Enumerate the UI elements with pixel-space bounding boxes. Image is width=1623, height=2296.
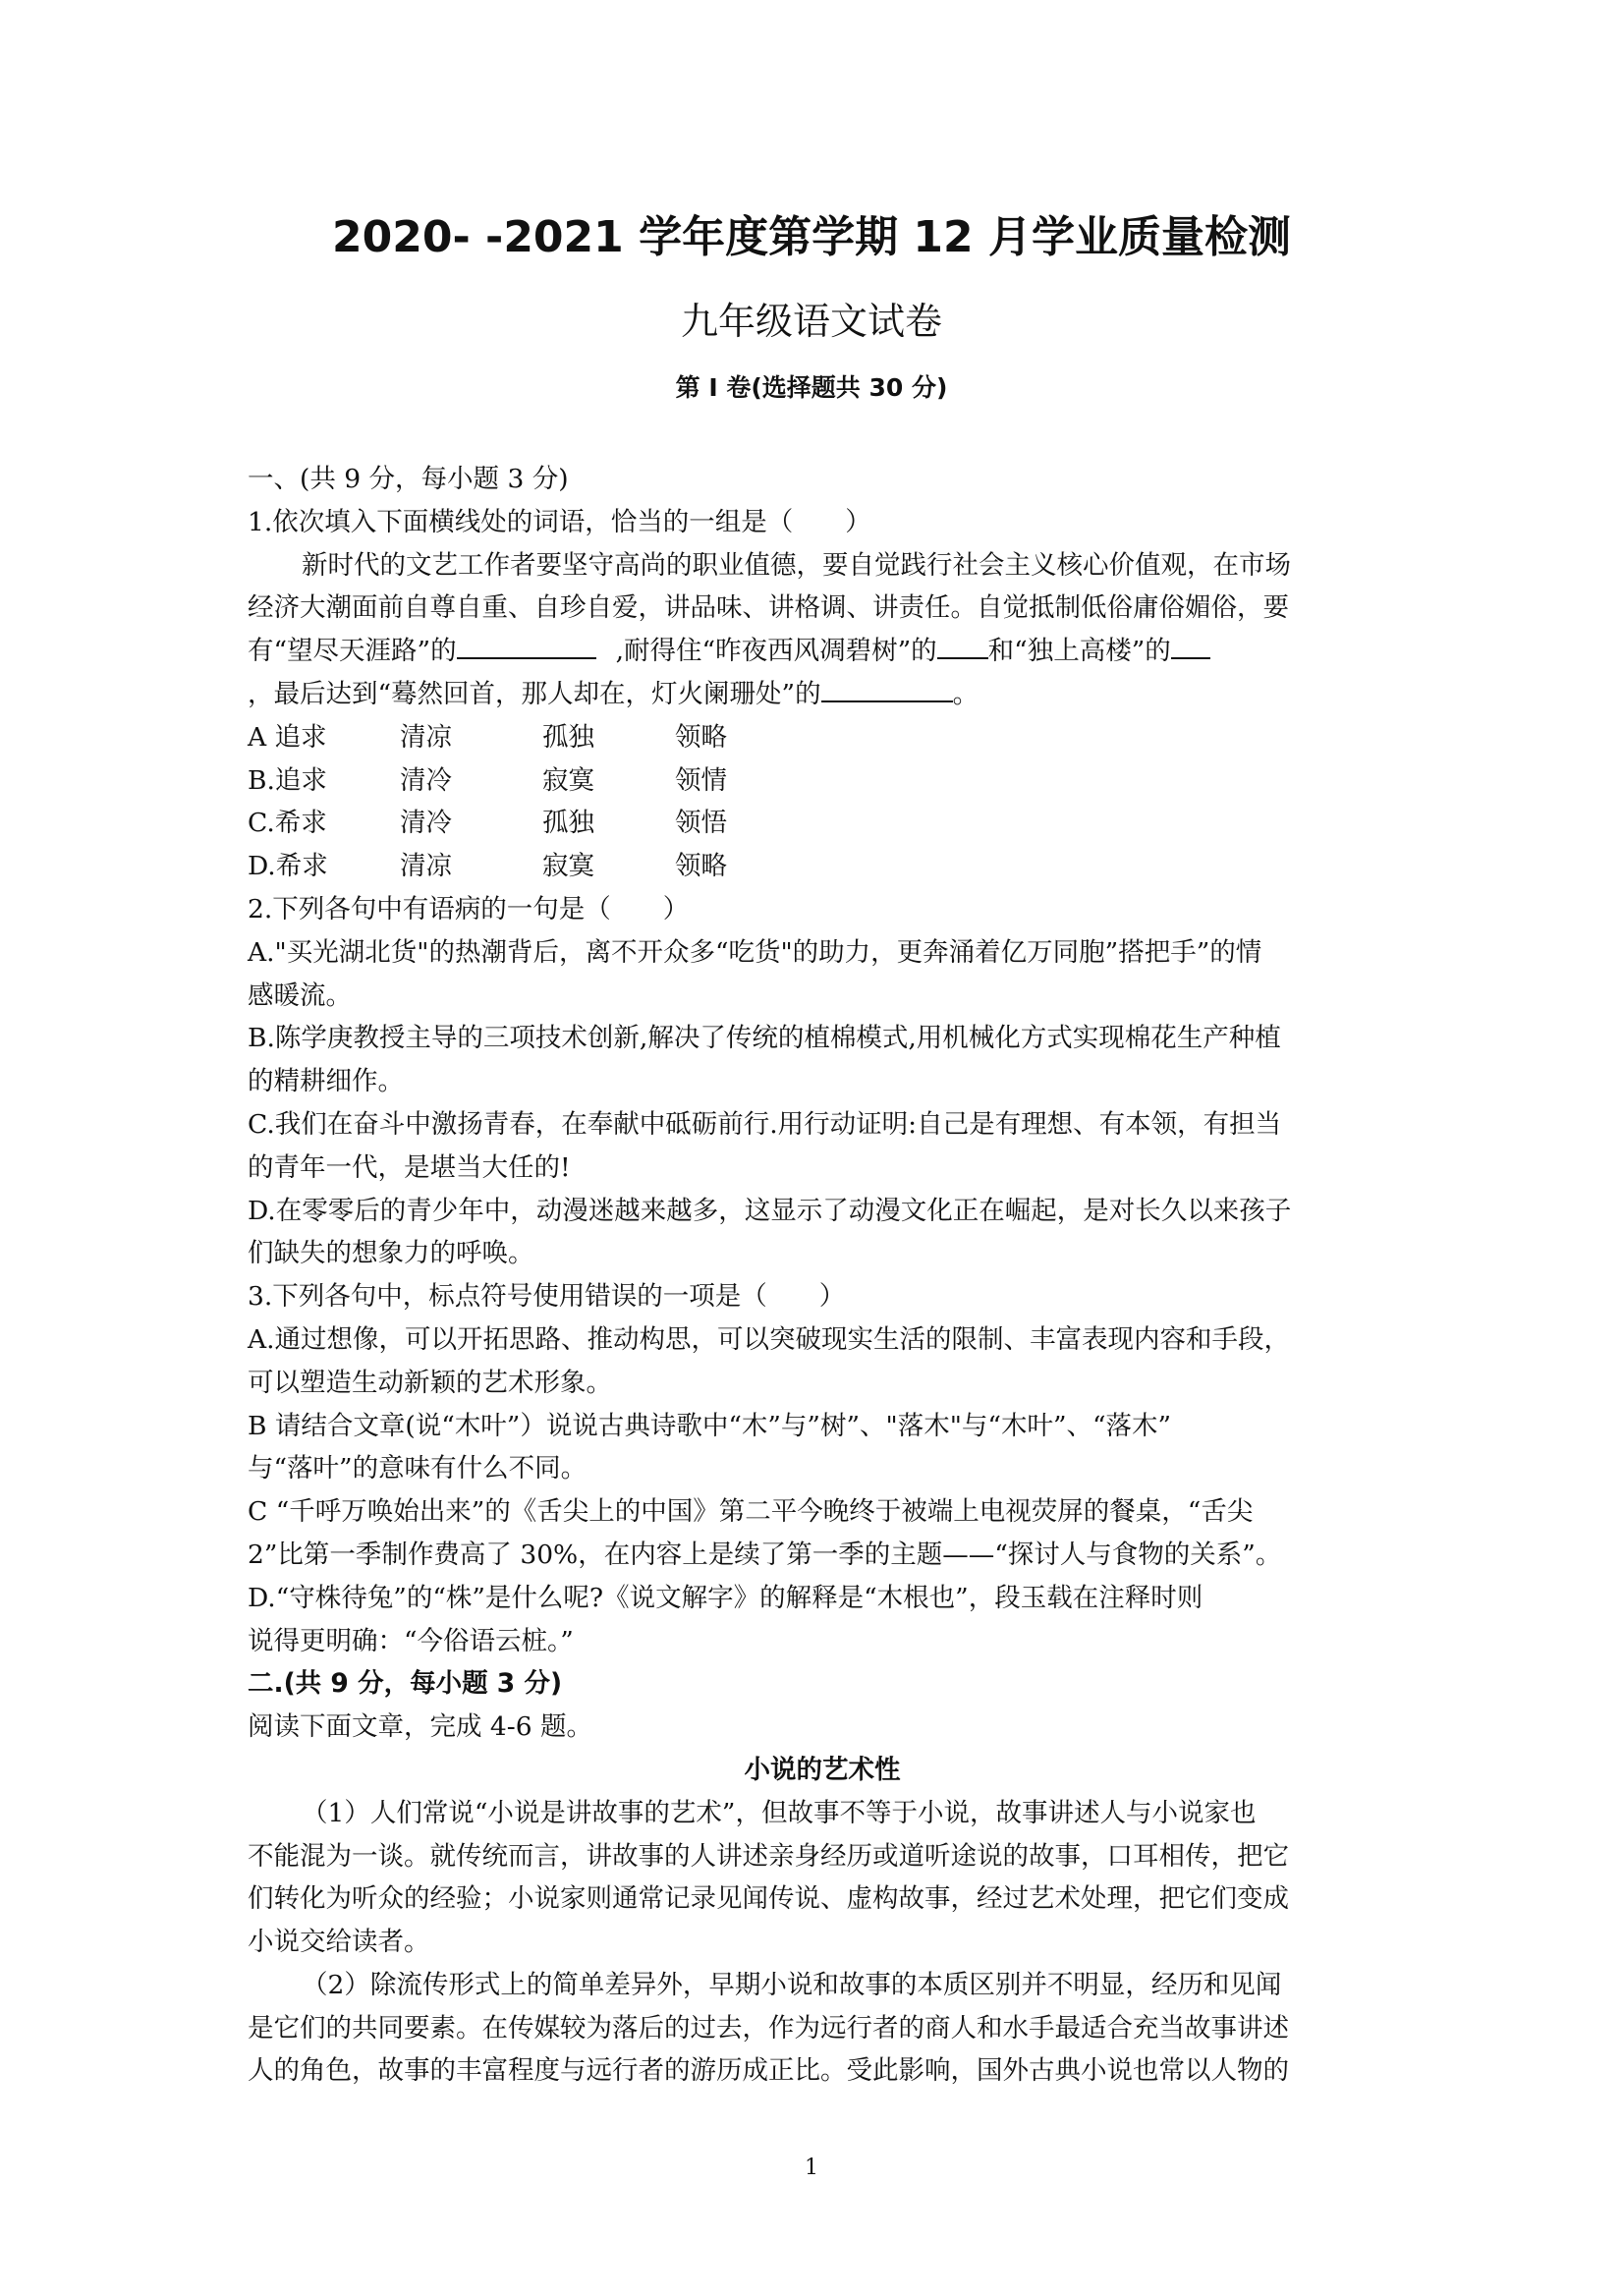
option-word: 孤独 — [542, 721, 594, 753]
option-word: 清凉 — [400, 851, 452, 882]
option-label: D.希求 — [248, 851, 328, 882]
exam-subtitle: 九年级语文试卷 — [680, 300, 942, 343]
section2-heading: 二.(共 9 分，每小题 3 分) — [248, 1668, 563, 1700]
answer-blank — [457, 632, 596, 659]
q3-option-d-cont: 说得更明确：“今俗语云桩。” — [248, 1625, 574, 1656]
option-word: 领悟 — [675, 808, 727, 839]
option-word: 清凉 — [400, 721, 452, 753]
answer-blank — [821, 675, 953, 702]
q2-option-c: C.我们在奋斗中激扬青春，在奉献中砥砺前行.用行动证明:自己是有理想、有本领，有担当 — [248, 1108, 1282, 1140]
option-word: 清冷 — [400, 764, 452, 796]
section1-heading: 一、(共 9 分，每小题 3 分) — [248, 464, 569, 494]
q1-passage-line — [248, 630, 1397, 673]
article-paragraph-line: 们转化为听众的经验；小说家则通常记录见闻传说、虚构故事，经过艺术处理，把它们变成 — [248, 1883, 1289, 1915]
q3-option-d: D.“守株待兔”的“株”是什么呢?《说文解字》的解释是“木根也”，段玉载在注释时则 — [248, 1582, 1203, 1613]
article-paragraph-line: （1）人们常说“小说是讲故事的艺术”，但故事不等于小说，故事讲述人与小说家也 — [302, 1797, 1257, 1828]
option-word: 孤独 — [542, 808, 594, 839]
article-paragraph-line: 小说交给读者。 — [248, 1927, 430, 1958]
passage-text: ，最后达到“蓦然回首，那人却在，灯火阑珊处”的 — [248, 678, 821, 709]
exam-body — [248, 458, 1397, 2093]
option-word: 领略 — [675, 851, 727, 882]
q2-option-c-cont: 的青年一代，是堪当大任的! — [248, 1151, 571, 1183]
q3-option-c: C “千呼万唤始出来”的《舌尖上的中国》第二平今晚终于被端上电视荧屏的餐桌，“舌尖 — [248, 1496, 1254, 1528]
q2-stem: 2.下列各句中有语病的一句是（ ） — [248, 893, 690, 924]
q1-option-a — [248, 716, 1397, 759]
q1-passage-line: 经济大潮面前自尊自重、自珍自爱，讲品味、讲格调、讲责任。自觉抵制低俗庸俗媚俗，要 — [248, 592, 1289, 624]
passage-text: 和“独上高楼”的 — [987, 636, 1171, 667]
option-word: 清冷 — [400, 808, 452, 839]
q1-passage-line — [248, 673, 1397, 716]
q3-option-b: B 请结合文章(说“木叶”）说说古典诗歌中“木”与”树”、"落木"与“木叶”、“落木” — [248, 1410, 1172, 1441]
q1-option-c — [248, 802, 1397, 845]
exam-title: 2020- -2021 学年度第学期 12 月学业质量检测 — [332, 212, 1291, 262]
q3-stem: 3.下列各句中，标点符号使用错误的一项是（ ） — [248, 1281, 846, 1313]
q3-option-a: A.通过想像，可以开拓思路、推动构思，可以突破现实生活的限制、丰富表现内容和手段， — [248, 1323, 1291, 1355]
article-paragraph-line: 不能混为一谈。就传统而言，讲故事的人讲述亲身经历或道听途说的故事，口耳相传，把它 — [248, 1840, 1289, 1872]
q2-option-d: D.在零零后的青少年中，动漫迷越来越多，这显示了动漫文化正在崛起，是对长久以来孩子 — [248, 1195, 1292, 1226]
option-word: 寂寞 — [542, 851, 594, 882]
q2-option-b-cont: 的精耕细作。 — [248, 1066, 404, 1097]
passage-text: ,耐得住“昨夜西风凋碧树”的 — [615, 636, 937, 667]
q2-option-b: B.陈学庚教授主导的三项技术创新,解决了传统的植棉模式,用机械化方式实现棉花生产种植 — [248, 1023, 1281, 1054]
q3-option-b-cont: 与“落叶”的意味有什么不同。 — [248, 1453, 588, 1484]
q2-option-d-cont: 们缺失的想象力的呼唤。 — [248, 1238, 534, 1269]
option-word: 寂寞 — [542, 764, 594, 796]
article-paragraph-line: 是它们的共同要素。在传媒较为落后的过去，作为远行者的商人和水手最适合充当故事讲述 — [248, 2012, 1289, 2044]
q3-option-c-cont: 2”比第一季制作费高了 30%，在内容上是续了第一季的主题——“探讨人与食物的关系”。 — [248, 1539, 1282, 1570]
q1-passage-line: 新时代的文艺工作者要坚守高尚的职业值德，要自觉践行社会主义核心价值观，在市场 — [302, 549, 1291, 581]
article-paragraph-line: （2）除流传形式上的简单差异外，早期小说和故事的本质区别并不明显，经历和见闻 — [302, 1969, 1282, 2000]
q1-option-b — [248, 759, 1397, 803]
q1-option-d — [248, 845, 1397, 888]
passage-text: 有“望尽天涯路”的 — [248, 636, 457, 667]
q3-option-a-cont: 可以塑造生动新颖的艺术形象。 — [248, 1367, 612, 1398]
answer-blank — [1171, 632, 1210, 659]
article-paragraph-line: 人的角色，故事的丰富程度与远行者的游历成正比。受此影响，国外古典小说也常以人物的 — [248, 2055, 1289, 2087]
option-word: 领情 — [675, 764, 727, 796]
option-label: B.追求 — [248, 764, 327, 796]
option-label: A 追求 — [248, 721, 327, 753]
q2-option-a-cont: 感暖流。 — [248, 980, 352, 1011]
option-label: C.希求 — [248, 808, 327, 839]
passage-text: 。 — [952, 678, 979, 709]
section2-intro: 阅读下面文章，完成 4-6 题。 — [248, 1711, 593, 1743]
option-word: 领略 — [675, 721, 727, 753]
q1-stem: 1.依次填入下面横线处的词语，恰当的一组是（ ） — [248, 506, 871, 537]
q2-option-a: A."买光湖北货"的热潮背后，离不开众多“吃货"的助力，更奔涌着亿万同胞”搭把手”的情 — [248, 936, 1262, 968]
article-title: 小说的艺术性 — [744, 1754, 901, 1785]
volume-heading: 第 I 卷(选择题共 30 分) — [675, 373, 948, 402]
page-number: 1 — [805, 2156, 818, 2180]
answer-blank — [937, 632, 988, 659]
